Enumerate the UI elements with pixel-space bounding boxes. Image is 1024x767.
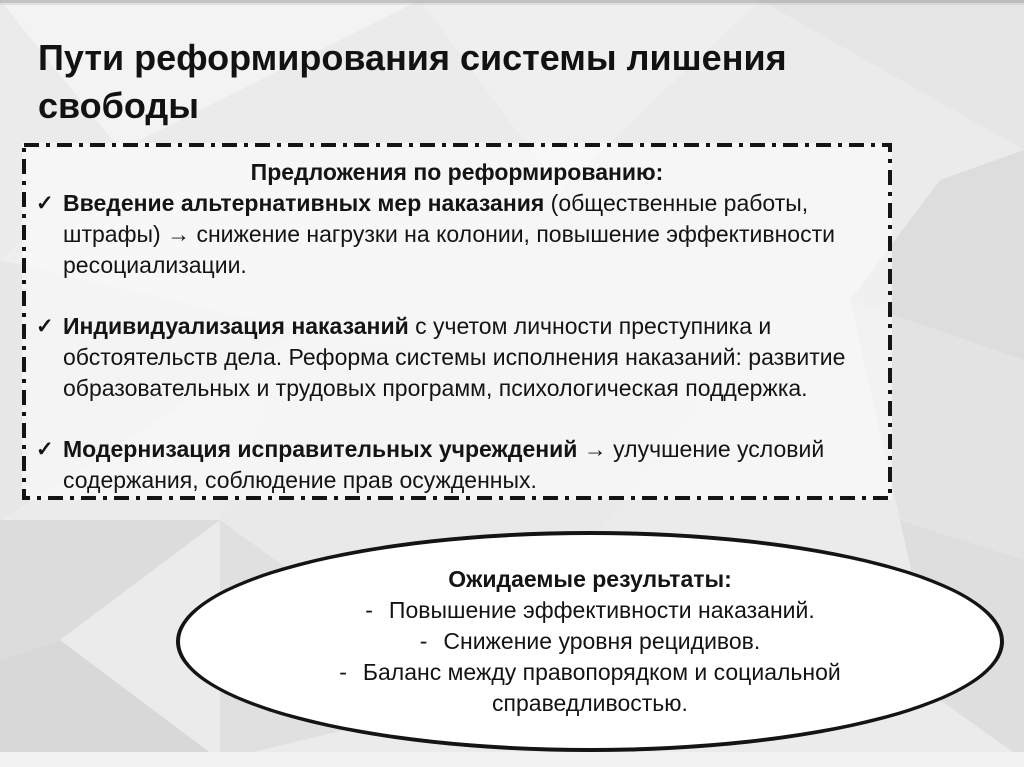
dash-marker: -: [419, 628, 428, 654]
proposal-text: [63, 188, 872, 281]
results-content: [320, 564, 860, 719]
proposal-text-bold: Введение альтернативных мер наказания: [63, 190, 545, 216]
proposal-text-bold: Индивидуализация наказаний: [63, 313, 409, 339]
proposal-item: [30, 188, 872, 281]
checkmark-icon: ✓: [36, 315, 54, 338]
checkmark-icon: ✓: [36, 192, 54, 215]
result-item: [320, 657, 860, 719]
proposals-heading: Предложения по реформированию:: [250, 159, 664, 185]
proposal-text-rest: с учетом личности преступника и обстоятельств дела. Реформа системы исполнения наказаний: развитие образовательных и трудовых программ, психологическая поддержка.: [63, 313, 846, 401]
proposals-list: [22, 188, 892, 496]
proposal-text: [63, 311, 872, 404]
result-item: [320, 626, 860, 657]
results-heading: Ожидаемые результаты:: [448, 566, 732, 592]
result-item: [320, 595, 860, 626]
results-ellipse: [176, 531, 1004, 752]
proposal-item: [30, 434, 872, 496]
proposal-text-rest: → улучшение условий содержания, соблюдение прав осужденных.: [63, 436, 825, 493]
proposals-box: [22, 143, 892, 500]
result-text: Снижение уровня рецидивов.: [443, 628, 761, 654]
proposal-item: [30, 311, 872, 404]
checkmark-icon: ✓: [36, 438, 54, 461]
slide-title: Пути реформирования системы лишения свободы: [38, 37, 787, 126]
dash-marker: -: [365, 597, 373, 623]
proposal-text: [63, 434, 872, 496]
result-text: Повышение эффективности наказаний.: [388, 597, 815, 623]
proposal-text-bold: Модернизация исправительных учреждений: [63, 436, 578, 462]
dash-marker: -: [339, 659, 347, 685]
result-text: Баланс между правопорядком и социальной справедливостью.: [362, 659, 841, 716]
proposal-text-rest: (общественные работы, штрафы) → снижение нагрузки на колонии, повышение эффективности ресоциализации.: [63, 190, 835, 278]
